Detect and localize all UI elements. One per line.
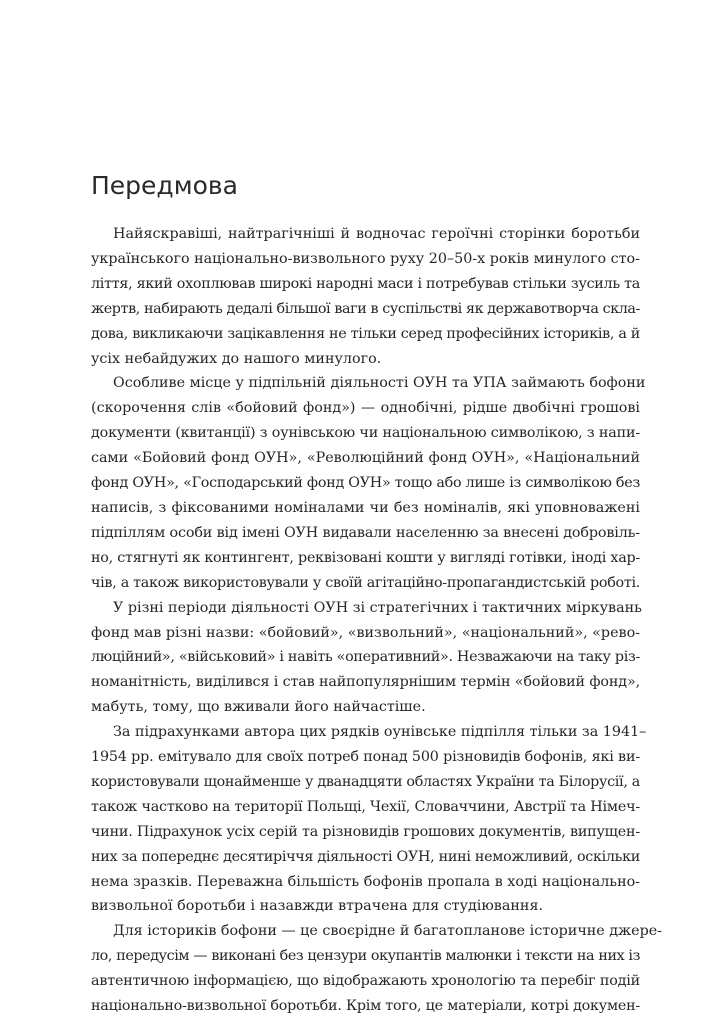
- text-line: чини. Підрахунок усіх серій та різновидів грошових документів, випущен-: [91, 823, 640, 840]
- paragraph: [91, 596, 640, 721]
- text-line: (скорочення слів «бойовий фонд») — однобічні, рідше двобічні грошові: [91, 400, 640, 417]
- text-line: ло, передусім — виконані без цензури окупантів малюнки і тексти на них із: [91, 948, 640, 965]
- text-line: Для істориків бофони — це своєрідне й багатопланове історичне джере-: [113, 923, 662, 940]
- paragraph: [91, 919, 662, 1019]
- text-line: усіх небайдужих до нашого минулого.: [91, 350, 382, 367]
- text-line: національно-визвольної боротьби. Крім того, це матеріали, котрі докумен-: [91, 998, 640, 1015]
- text-line: користовували щонайменше у дванадцяти областях України та Білорусії, а: [91, 773, 641, 790]
- text-line: визвольної боротьби і назавжди втрачена для студіювання.: [91, 898, 544, 915]
- text-line: Особливе місце у підпільній діяльності ОУН та УПА займають бофони: [113, 375, 646, 392]
- text-line: номанітність, виділився і став найпопулярнішим термін «бойовий фонд»,: [91, 674, 640, 691]
- text-line: фонд мав різні назви: «бойовий», «визвольний», «національний», «рево-: [91, 624, 640, 641]
- text-line: ліття, який охоплював широкі народні маси і потребував стільки зусиль та: [91, 275, 640, 292]
- text-line: українського національно-визвольного руху 20–50-х років минулого сто-: [91, 250, 640, 267]
- text-line: люційний», «військовий» і навіть «оперативний». Незважаючи на таку різ-: [91, 649, 640, 666]
- text-line: мабуть, тому, що вживали його найчастіше.: [91, 699, 426, 716]
- paragraph: [91, 371, 646, 595]
- text-line: них за попереднє десятиріччя діяльності ОУН, нині неможливий, оскільки: [91, 848, 640, 865]
- text-line: фонд ОУН», «Господарський фонд ОУН» тощо або лише із символікою без: [91, 475, 640, 492]
- text-line: 1954 рр. емітувало для своїх потреб понад 500 різновидів бофонів, які ви-: [91, 749, 640, 766]
- paragraph: [91, 720, 647, 919]
- text-line: документи (квитанції) з оунівською чи національною символікою, з напи-: [91, 425, 640, 442]
- body-text: [91, 222, 662, 1019]
- text-line: дова, викликаючи зацікавлення не тільки серед професійних істориків, а й: [91, 325, 640, 342]
- text-line: автентичною інформацією, що відображають хронологію та перебіг подій: [91, 973, 640, 990]
- text-line: нема зразків. Переважна більшість бофонів пропала в ході національно-: [91, 873, 640, 890]
- text-line: сами «Бойовий фонд ОУН», «Революційний фонд ОУН», «Національний: [91, 450, 640, 467]
- text-line: також частково на території Польщі, Чехії, Словаччини, Австрії та Німеч-: [91, 798, 640, 815]
- text-line: жертв, набирають дедалі більшої ваги в суспільстві як державотворча скла-: [91, 300, 640, 317]
- paragraph: [91, 222, 640, 371]
- text-line: но, стягнуті як контингент, реквізовані кошти у вигляді готівки, іноді хар-: [91, 549, 640, 566]
- text-line: чів, а також використовували у своїй агітаційно-пропагандистській роботі.: [91, 574, 640, 591]
- text-line: У різні періоди діяльності ОУН зі стратегічних і тактичних міркувань: [113, 599, 642, 616]
- text-line: підпіллям особи від імені ОУН видавали населенню за внесені добровіль-: [91, 524, 640, 541]
- text-line: За підрахунками автора цих рядків оунівське підпілля тільки за 1941–: [113, 724, 647, 741]
- text-line: Найяскравіші, найтрагічніші й водночас героїчні сторінки боротьби: [113, 226, 640, 242]
- text-line: написів, з фіксованими номіналами чи без номіналів, які уповноважені: [91, 499, 640, 516]
- section-heading: Передмова: [91, 171, 238, 200]
